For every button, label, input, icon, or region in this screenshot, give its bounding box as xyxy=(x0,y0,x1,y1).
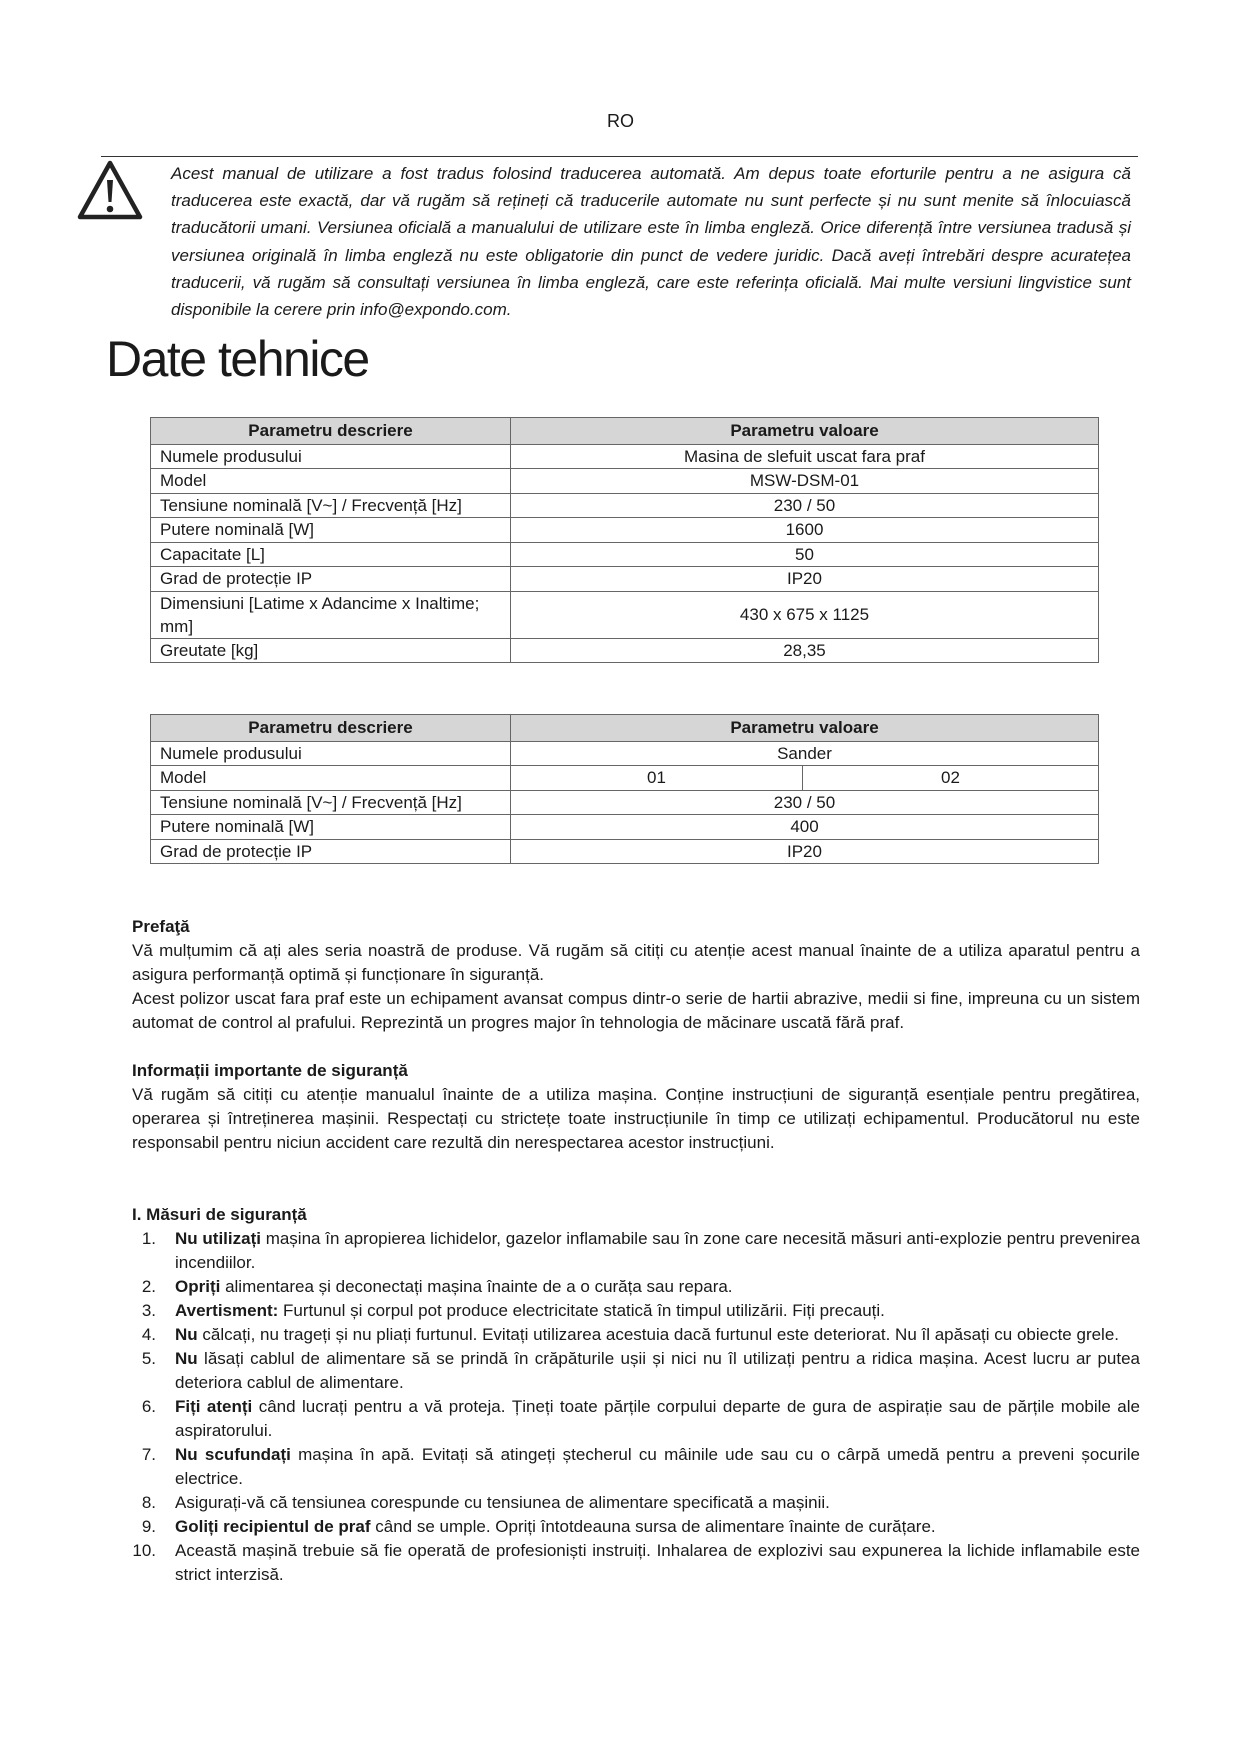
preface-paragraph: Acest polizor uscat fara praf este un echipament avansat compus dintr-o serie de hartii abrazive, medii si fine, impreuna cu un sistem automat de control al prafului. Reprezintă un progres major în tehnologia de măcinare uscată fără praf. xyxy=(132,989,1140,1032)
item-emphasis: Nu xyxy=(175,1325,198,1344)
row-value: IP20 xyxy=(511,567,1099,592)
item-emphasis: Avertisment: xyxy=(175,1301,279,1320)
item-text: mașina în apropierea lichidelor, gazelor inflamabile sau în zone care necesită măsuri anti-explozie pentru prevenirea incendiilor. xyxy=(175,1229,1140,1272)
item-number: 2. xyxy=(141,1277,156,1296)
row-label: Model xyxy=(151,469,511,494)
row-label: Tensiune nominală [V~] / Frecvență [Hz] xyxy=(151,790,511,815)
item-text: Această mașină trebuie să fie operată de profesioniști instruiți. Inhalarea de explozivi sau expunerea la lichide inflamabile este strict interzisă. xyxy=(175,1541,1140,1584)
model-value-01: 01 xyxy=(511,766,803,791)
table-row xyxy=(151,567,1099,592)
column-header-value: Parametru valoare xyxy=(511,715,1099,742)
row-label: Greutate [kg] xyxy=(151,638,511,663)
row-label: Numele produsului xyxy=(151,741,511,766)
item-text: lăsați cablul de alimentare să se prindă în crăpăturile ușii și nici nu îl utilizați pentru a ridica mașina. Acest lucru ar putea deteriora cablul de alimentare. xyxy=(175,1349,1140,1392)
item-number: 3. xyxy=(141,1301,156,1320)
item-number: 6. xyxy=(141,1397,156,1416)
item-number: 4. xyxy=(141,1325,156,1344)
top-divider xyxy=(101,156,1138,157)
list-item xyxy=(132,1515,1140,1539)
item-text: călcați, nu trageți și nu pliați furtunul. Evitați utilizarea acestuia dacă furtunul este deteriorat. Nu îl apăsați cu obiecte grele. xyxy=(197,1325,1120,1344)
item-number: 10. xyxy=(132,1541,156,1560)
item-number: 9. xyxy=(141,1517,156,1536)
row-label: Model xyxy=(151,766,511,791)
row-value: 50 xyxy=(511,542,1099,567)
list-item xyxy=(132,1395,1140,1443)
table-row xyxy=(151,591,1099,638)
item-emphasis: Opriți xyxy=(175,1277,221,1296)
table-row xyxy=(151,839,1099,864)
table-row xyxy=(151,741,1099,766)
item-emphasis: Fiți atenți xyxy=(175,1397,253,1416)
column-header-value: Parametru valoare xyxy=(511,418,1099,445)
table-row xyxy=(151,469,1099,494)
warning-triangle-icon xyxy=(77,160,143,220)
item-number: 5. xyxy=(141,1349,156,1368)
list-item xyxy=(132,1443,1140,1491)
preface-paragraph: Vă mulțumim că ați ales seria noastră de produse. Vă rugăm să citiți cu atenție acest manual înainte de a utiliza aparatul pentru a asigura performanță optimă și funcționare în siguranță. xyxy=(132,941,1140,984)
safety-measures-heading: I. Măsuri de siguranță xyxy=(132,1205,307,1224)
table-row xyxy=(151,518,1099,543)
row-value: 430 x 675 x 1125 xyxy=(511,591,1099,638)
safety-measures-section xyxy=(132,1203,1140,1587)
item-emphasis: Nu utilizați xyxy=(175,1229,261,1248)
table-row xyxy=(151,493,1099,518)
item-text: Furtunul și corpul pot produce electricitate statică în timpul utilizării. Fiți precauți. xyxy=(278,1301,885,1320)
item-number: 1. xyxy=(141,1229,156,1248)
row-value: 230 / 50 xyxy=(511,493,1099,518)
preface-section xyxy=(132,915,1140,1035)
safety-info-paragraph: Vă rugăm să citiți cu atenție manualul înainte de a utiliza mașina. Conține instrucțiuni de siguranță esențiale pentru pregătirea, operarea și întreținerea mașinii. Respectați cu strictețe toate instrucțiunile în timp ce utilizați echipamentul. Producătorul nu este responsabil pentru niciun accident care rezultă din nerespectarea acestor instrucțiuni. xyxy=(132,1085,1140,1152)
item-emphasis: Nu scufundați xyxy=(175,1445,291,1464)
row-label: Putere nominală [W] xyxy=(151,518,511,543)
list-item xyxy=(132,1539,1140,1587)
item-number: 8. xyxy=(141,1493,156,1512)
row-label: Tensiune nominală [V~] / Frecvență [Hz] xyxy=(151,493,511,518)
list-item xyxy=(132,1227,1140,1275)
list-item xyxy=(132,1275,1140,1299)
row-label: Numele produsului xyxy=(151,444,511,469)
spec-table-sander xyxy=(150,714,1099,864)
item-text: alimentarea și deconectați mașina înainte de a o curăța sau repara. xyxy=(220,1277,733,1296)
item-emphasis: Nu xyxy=(175,1349,198,1368)
item-text: când se umple. Opriți întotdeauna sursa de alimentare înainte de curățare. xyxy=(370,1517,936,1536)
row-label: Putere nominală [W] xyxy=(151,815,511,840)
row-label: Capacitate [L] xyxy=(151,542,511,567)
table-row xyxy=(151,815,1099,840)
column-header-description: Parametru descriere xyxy=(151,418,511,445)
page-title: Date tehnice xyxy=(106,331,369,387)
table-row xyxy=(151,638,1099,663)
safety-info-heading: Informații importante de siguranță xyxy=(132,1061,408,1080)
row-value: Masina de slefuit uscat fara praf xyxy=(511,444,1099,469)
row-label: Dimensiuni [Latime x Adancime x Inaltime; mm] xyxy=(151,591,511,638)
row-value: MSW-DSM-01 xyxy=(511,469,1099,494)
list-item xyxy=(132,1491,1140,1515)
preface-heading: Prefaţă xyxy=(132,917,190,936)
safety-info-section xyxy=(132,1059,1140,1155)
row-value: 28,35 xyxy=(511,638,1099,663)
list-item xyxy=(132,1347,1140,1395)
row-value: IP20 xyxy=(511,839,1099,864)
row-label: Grad de protecție IP xyxy=(151,567,511,592)
row-label: Grad de protecție IP xyxy=(151,839,511,864)
row-value: 400 xyxy=(511,815,1099,840)
table-row xyxy=(151,766,1099,791)
item-number: 7. xyxy=(141,1445,156,1464)
item-emphasis: Goliți recipientul de praf xyxy=(175,1517,371,1536)
item-text: mașina în apă. Evitați să atingeți ștecherul cu mâinile ude sau cu o cârpă umedă pentru a preveni șocurile electrice. xyxy=(175,1445,1140,1488)
spec-table-main xyxy=(150,417,1099,663)
item-text: când lucrați pentru a vă proteja. Țineți toate părțile corpului departe de gura de aspirație sau de părțile mobile ale aspiratorului. xyxy=(175,1397,1140,1440)
row-value: Sander xyxy=(511,741,1099,766)
translation-disclaimer: Acest manual de utilizare a fost tradus folosind traducerea automată. Am depus toate eforturile pentru a ne asigura că traducerea este exactă, dar vă rugăm să rețineți că traducerile automate nu sunt perfecte și nu sunt menite să înlocuiască traducătorii umani. Versiunea oficială a manualului de utilizare este în limba engleză. Orice diferență între versiunea tradusă și versiunea originală în limba engleză nu este obligatorie din punct de vedere juridic. Dacă aveți întrebări despre acuratețea traducerii, vă rugăm să consultați versiunea în limba engleză, care este referința oficială. Mai multe versiuni lingvistice sunt disponibile la cerere prin info@expondo.com. xyxy=(171,164,1131,320)
item-text: Asigurați-vă că tensiunea corespunde cu tensiunea de alimentare specificată a mașinii. xyxy=(175,1493,830,1512)
table-header-row xyxy=(151,418,1099,445)
safety-measures-list xyxy=(132,1227,1140,1587)
list-item xyxy=(132,1323,1140,1347)
model-value-02: 02 xyxy=(803,766,1099,791)
row-value: 230 / 50 xyxy=(511,790,1099,815)
language-code: RO xyxy=(607,111,634,131)
table-row xyxy=(151,444,1099,469)
table-row xyxy=(151,542,1099,567)
list-item xyxy=(132,1299,1140,1323)
table-row xyxy=(151,790,1099,815)
row-value: 1600 xyxy=(511,518,1099,543)
table-header-row xyxy=(151,715,1099,742)
column-header-description: Parametru descriere xyxy=(151,715,511,742)
